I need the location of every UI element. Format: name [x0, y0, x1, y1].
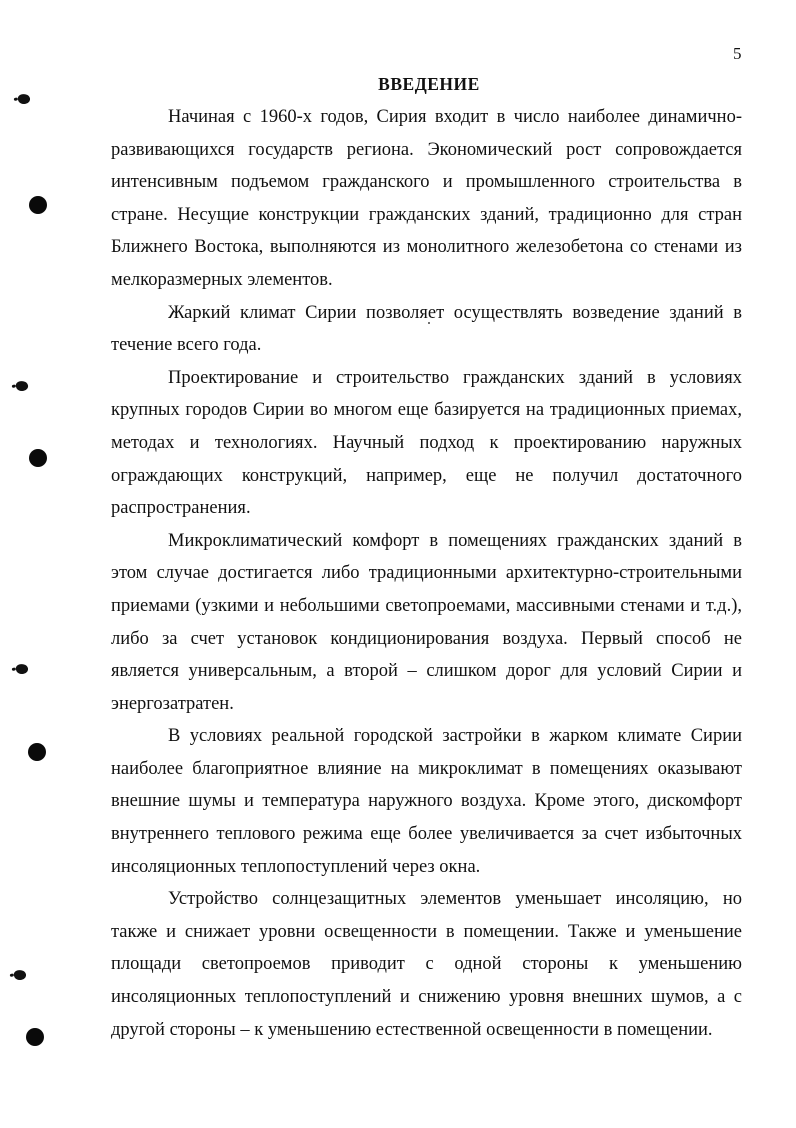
- punch-hole-1: [29, 196, 47, 214]
- paragraph-6: Устройство солнцезащитных элементов уменьшает инсоляцию, но также и снижает уровни освещенности в помещении. Также и уменьшение площади светопроемов приводит с одной стороны к уменьшению инсоляционных теплопоступлений и снижению уровня внешних шумов, а с другой стороны – к уменьшению естественной освещенности в помещении.: [111, 889, 742, 1040]
- body-text: [111, 101, 742, 1046]
- punch-hole-4: [26, 1028, 44, 1046]
- paragraph-2: Жаркий климат Сирии позволяет осуществлять возведение зданий в течение всего года.: [111, 302, 742, 356]
- paragraph-5: В условиях реальной городской застройки в жарком климате Сирии наиболее благоприятное влияние на микроклимат в помещениях оказывают внешние шумы и температура наружного воздуха. Кроме этого, дискомфорт внутреннего теплового режима еще более увеличивается за счет избыточных инсоляционных теплопоступлений через окна.: [111, 726, 742, 877]
- punch-hole-2: [29, 449, 47, 467]
- page-number: 5: [733, 44, 742, 63]
- binder-mark-2: [15, 380, 29, 392]
- binder-mark-4: [13, 969, 27, 981]
- binder-mark-3: [15, 663, 29, 675]
- page-title: ВВЕДЕНИЕ: [378, 74, 480, 94]
- paragraph-1: Начиная с 1960-х годов, Сирия входит в число наиболее динамично-развивающихся государств региона. Экономический рост сопровождается интенсивным подъемом гражданского и промышленного строительства в стране. Несущие конструкции гражданских зданий, традиционно для стран Ближнего Востока, выполняются из монолитного железобетона со стенами из мелкоразмерных элементов.: [111, 107, 742, 290]
- punch-hole-3: [28, 743, 46, 761]
- paragraph-3: Проектирование и строительство гражданских зданий в условиях крупных городов Сирии во многом еще базируется на традиционных приемах, методах и технологиях. Научный подход к проектированию наружных ограждающих конструкций, например, еще не получил достаточного распространения.: [111, 367, 742, 519]
- paragraph-4: Микроклиматический комфорт в помещениях гражданских зданий в этом случае достигается либо традиционными архитектурно-строительными приемами (узкими и небольшими светопроемами, массивными стенами и т.д.), либо за счет установок кондиционирования воздуха. Первый способ не является универсальным, а второй – слишком дорог для условий Сирии и энергозатратен.: [111, 530, 742, 714]
